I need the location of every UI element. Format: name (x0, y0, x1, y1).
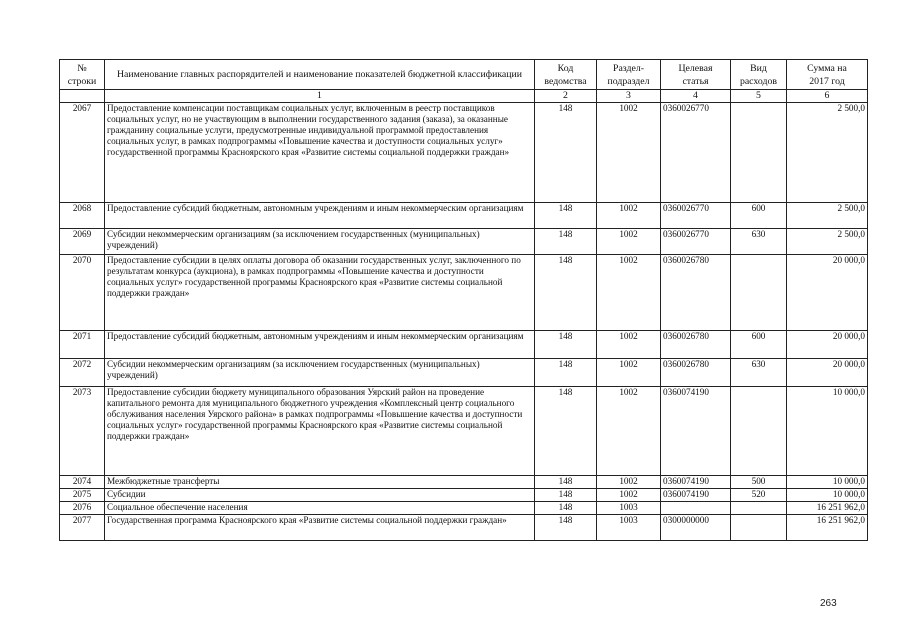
row-razdel: 1002 (597, 489, 661, 502)
header-summa: Сумма на 2017 год (787, 60, 868, 90)
row-vedomstvo: 148 (535, 229, 597, 255)
row-summa: 20 000,0 (787, 359, 868, 387)
column-number-row (60, 90, 868, 103)
row-celevaya: 0360026780 (661, 359, 731, 387)
row-vid (731, 387, 787, 476)
row-number: 2077 (60, 515, 105, 541)
page-number: 263 (820, 598, 837, 609)
row-name: Субсидии некоммерческим организациям (за исключением государственных (муниципальных) учреждений) (105, 359, 535, 387)
budget-table (59, 59, 868, 541)
row-number: 2069 (60, 229, 105, 255)
row-razdel: 1002 (597, 476, 661, 489)
row-vid (731, 103, 787, 203)
row-summa: 2 500,0 (787, 203, 868, 229)
row-celevaya: 0360074190 (661, 387, 731, 476)
row-summa: 16 251 962,0 (787, 502, 868, 515)
row-name: Предоставление компенсации поставщикам социальных услуг, включенным в реестр поставщиков социальных услуг, но не участвующим в выполнении государственного задания (заказа), за оказанные гражданину социальные услуги, предусмотренные индивидуальной программой предоставления социальных услуг, в рамках подпрограммы «Повышение качества и доступности социальных услуг» государственной программы Красноярского края «Развитие системы социальной поддержки граждан» (105, 103, 535, 203)
row-number: 2073 (60, 387, 105, 476)
row-number: 2075 (60, 489, 105, 502)
table-row (60, 489, 868, 502)
row-name: Предоставление субсидии в целях оплаты договора об оказании государственных услуг, заключенного по результатам конкурса (аукциона), в рамках подпрограммы «Повышение качества и доступности социальных услуг» государственной программы Красноярского края «Развитие системы социальной поддержки граждан» (105, 255, 535, 331)
header-row-no: № строки (60, 60, 105, 90)
table-row (60, 515, 868, 541)
row-razdel: 1002 (597, 331, 661, 359)
row-vedomstvo: 148 (535, 255, 597, 331)
row-vid: 520 (731, 489, 787, 502)
row-number: 2076 (60, 502, 105, 515)
row-number: 2068 (60, 203, 105, 229)
column-number: 3 (597, 90, 661, 103)
column-number: 2 (535, 90, 597, 103)
table-row (60, 229, 868, 255)
column-number: 1 (105, 90, 535, 103)
column-number: 5 (731, 90, 787, 103)
row-vid (731, 255, 787, 331)
table-row (60, 331, 868, 359)
row-summa: 2 500,0 (787, 103, 868, 203)
row-celevaya: 0360026770 (661, 229, 731, 255)
header-row (60, 60, 868, 90)
row-celevaya: 0300000000 (661, 515, 731, 541)
row-name: Предоставление субсидий бюджетным, автономным учреждениям и иным некоммерческим организациям (105, 331, 535, 359)
row-razdel: 1002 (597, 203, 661, 229)
row-vedomstvo: 148 (535, 489, 597, 502)
row-vid (731, 502, 787, 515)
row-number: 2072 (60, 359, 105, 387)
header-vedomstvo: Код ведомства (535, 60, 597, 90)
row-razdel: 1002 (597, 103, 661, 203)
row-razdel: 1002 (597, 359, 661, 387)
header-celevaya: Целевая статья (661, 60, 731, 90)
row-name: Социальное обеспечение населения (105, 502, 535, 515)
row-summa: 20 000,0 (787, 331, 868, 359)
row-name: Субсидии (105, 489, 535, 502)
table-row (60, 387, 868, 476)
row-summa: 16 251 962,0 (787, 515, 868, 541)
table-row (60, 103, 868, 203)
row-summa: 10 000,0 (787, 476, 868, 489)
row-number: 2067 (60, 103, 105, 203)
header-razdel: Раздел- подраздел (597, 60, 661, 90)
row-name: Субсидии некоммерческим организациям (за исключением государственных (муниципальных) учреждений) (105, 229, 535, 255)
row-number: 2071 (60, 331, 105, 359)
row-name: Государственная программа Красноярского края «Развитие системы социальной поддержки граждан» (105, 515, 535, 541)
row-summa: 10 000,0 (787, 387, 868, 476)
row-vid: 630 (731, 229, 787, 255)
row-name: Предоставление субсидий бюджетным, автономным учреждениям и иным некоммерческим организациям (105, 203, 535, 229)
table-row (60, 255, 868, 331)
row-razdel: 1003 (597, 502, 661, 515)
row-summa: 2 500,0 (787, 229, 868, 255)
row-vid (731, 515, 787, 541)
row-vedomstvo: 148 (535, 387, 597, 476)
row-vedomstvo: 148 (535, 103, 597, 203)
row-name: Предоставление субсидии бюджету муниципального образования Уярский район на проведение капитального ремонта для муниципального бюджетного учреждения «Комплексный центр социального обслуживания населения Уярского района» в рамках подпрограммы «Повышение качества и доступности социальных услуг» государственной программы Красноярского края «Развитие системы социальной поддержки граждан» (105, 387, 535, 476)
row-vid: 600 (731, 203, 787, 229)
row-vedomstvo: 148 (535, 203, 597, 229)
row-vedomstvo: 148 (535, 359, 597, 387)
row-name: Межбюджетные трансферты (105, 476, 535, 489)
row-razdel: 1003 (597, 515, 661, 541)
header-name: Наименование главных распорядителей и наименование показателей бюджетной классификации (105, 60, 535, 90)
table-row (60, 476, 868, 489)
row-vedomstvo: 148 (535, 502, 597, 515)
table-row (60, 203, 868, 229)
row-celevaya: 0360074190 (661, 489, 731, 502)
row-celevaya: 0360026780 (661, 331, 731, 359)
row-vedomstvo: 148 (535, 515, 597, 541)
row-vid: 600 (731, 331, 787, 359)
row-razdel: 1002 (597, 229, 661, 255)
table-row (60, 359, 868, 387)
row-vid: 500 (731, 476, 787, 489)
row-vedomstvo: 148 (535, 476, 597, 489)
column-number: 4 (661, 90, 731, 103)
row-razdel: 1002 (597, 387, 661, 476)
column-number (60, 90, 105, 103)
row-vedomstvo: 148 (535, 331, 597, 359)
row-celevaya: 0360074190 (661, 476, 731, 489)
table-row (60, 502, 868, 515)
row-number: 2070 (60, 255, 105, 331)
row-vid: 630 (731, 359, 787, 387)
row-celevaya: 0360026770 (661, 203, 731, 229)
row-razdel: 1002 (597, 255, 661, 331)
column-number: 6 (787, 90, 868, 103)
row-summa: 10 000,0 (787, 489, 868, 502)
row-celevaya: 0360026780 (661, 255, 731, 331)
header-vid: Вид расходов (731, 60, 787, 90)
row-celevaya (661, 502, 731, 515)
row-number: 2074 (60, 476, 105, 489)
row-summa: 20 000,0 (787, 255, 868, 331)
row-celevaya: 0360026770 (661, 103, 731, 203)
